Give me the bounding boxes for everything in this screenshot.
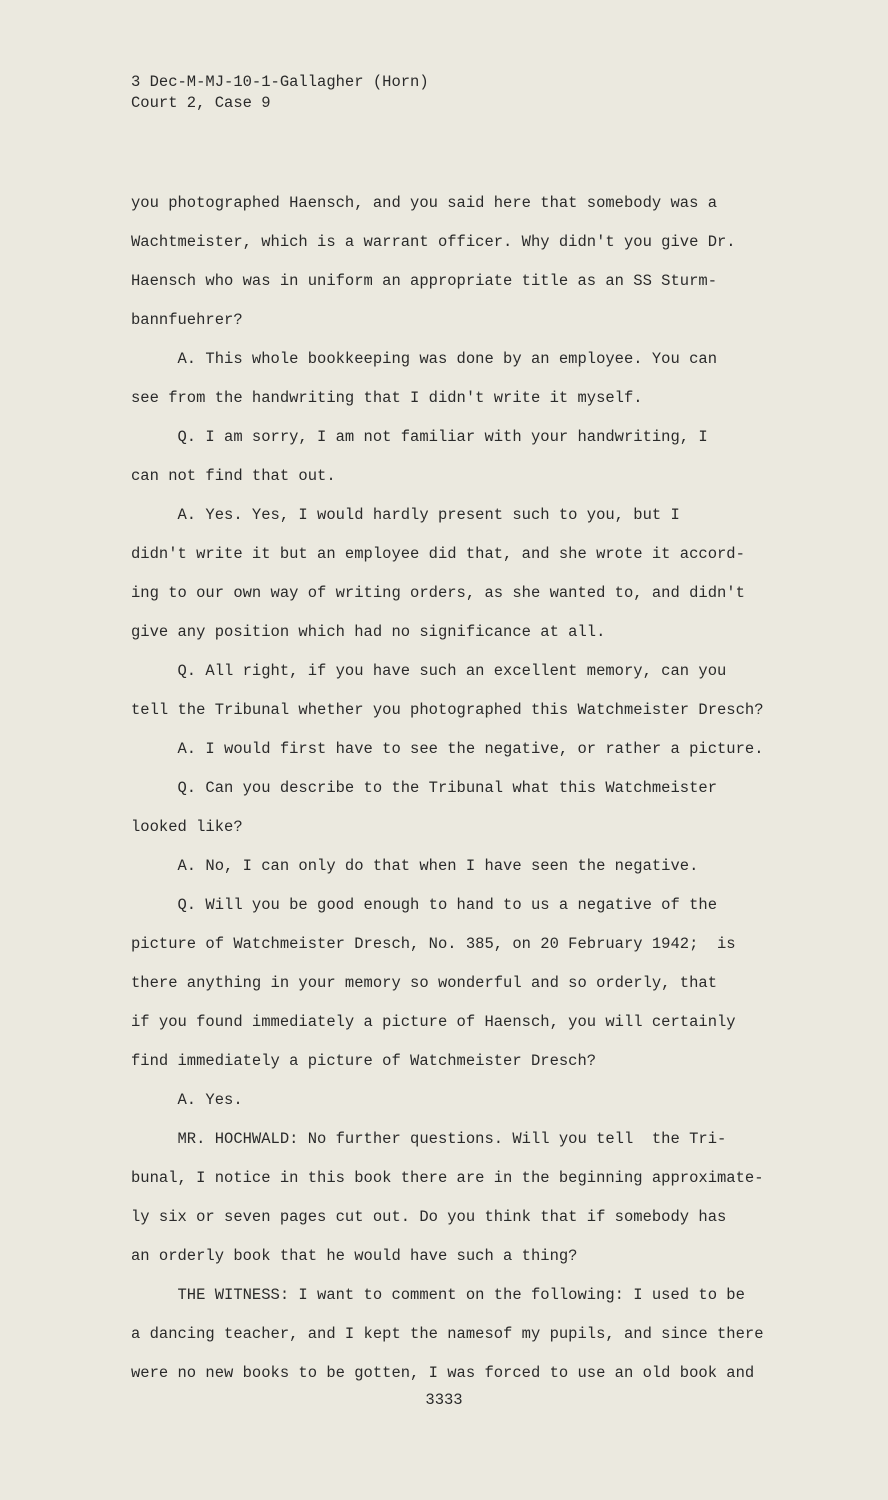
header-line-2: Court 2, Case 9 bbox=[131, 94, 271, 112]
text-line: a dancing teacher, and I kept the namesof my pupils, and since there bbox=[131, 1325, 764, 1343]
transcript-body bbox=[131, 184, 811, 1393]
text-line: were no new books to be gotten, I was forced to use an old book and bbox=[131, 1364, 755, 1382]
text-line: A. Yes. Yes, I would hardly present such to you, but I bbox=[131, 506, 680, 524]
page-number: 3333 bbox=[425, 1391, 463, 1409]
text-line: Q. All right, if you have such an excellent memory, can you bbox=[131, 662, 727, 680]
text-line: looked like? bbox=[131, 818, 243, 836]
text-line: A. Yes. bbox=[131, 1091, 243, 1109]
text-line: an orderly book that he would have such a thing? bbox=[131, 1247, 578, 1265]
text-line: didn't write it but an employee did that, and she wrote it accord- bbox=[131, 545, 745, 563]
text-line: give any position which had no significance at all. bbox=[131, 623, 606, 641]
text-line: bunal, I notice in this book there are in the beginning approximate- bbox=[131, 1169, 764, 1187]
header-line-1: 3 Dec-M-MJ-10-1-Gallagher (Horn) bbox=[131, 73, 429, 91]
text-line: find immediately a picture of Watchmeister Dresch? bbox=[131, 1052, 597, 1070]
text-line: Haensch who was in uniform an appropriate title as an SS Sturm- bbox=[131, 272, 717, 290]
text-line: Wachtmeister, which is a warrant officer. Why didn't you give Dr. bbox=[131, 233, 736, 251]
text-line: you photographed Haensch, and you said here that somebody was a bbox=[131, 194, 717, 212]
text-line: A. No, I can only do that when I have seen the negative. bbox=[131, 857, 699, 875]
document-header bbox=[131, 72, 429, 114]
text-line: Q. I am sorry, I am not familiar with your handwriting, I bbox=[131, 428, 708, 446]
text-line: ly six or seven pages cut out. Do you think that if somebody has bbox=[131, 1208, 727, 1226]
text-line: ing to our own way of writing orders, as she wanted to, and didn't bbox=[131, 584, 745, 602]
text-line: see from the handwriting that I didn't write it myself. bbox=[131, 389, 643, 407]
text-line: THE WITNESS: I want to comment on the following: I used to be bbox=[131, 1286, 745, 1304]
text-line: MR. HOCHWALD: No further questions. Will you tell the Tri- bbox=[131, 1130, 727, 1148]
text-line: Q. Can you describe to the Tribunal what this Watchmeister bbox=[131, 779, 717, 797]
text-line: Q. Will you be good enough to hand to us a negative of the bbox=[131, 896, 717, 914]
text-line: A. This whole bookkeeping was done by an employee. You can bbox=[131, 350, 717, 368]
text-line: can not find that out. bbox=[131, 467, 336, 485]
text-line: picture of Watchmeister Dresch, No. 385, on 20 February 1942; is bbox=[131, 935, 736, 953]
text-line: bannfuehrer? bbox=[131, 311, 243, 329]
text-line: there anything in your memory so wonderful and so orderly, that bbox=[131, 974, 717, 992]
text-line: if you found immediately a picture of Haensch, you will certainly bbox=[131, 1013, 736, 1031]
text-line: A. I would first have to see the negative, or rather a picture. bbox=[131, 740, 764, 758]
text-line: tell the Tribunal whether you photographed this Watchmeister Dresch? bbox=[131, 701, 764, 719]
